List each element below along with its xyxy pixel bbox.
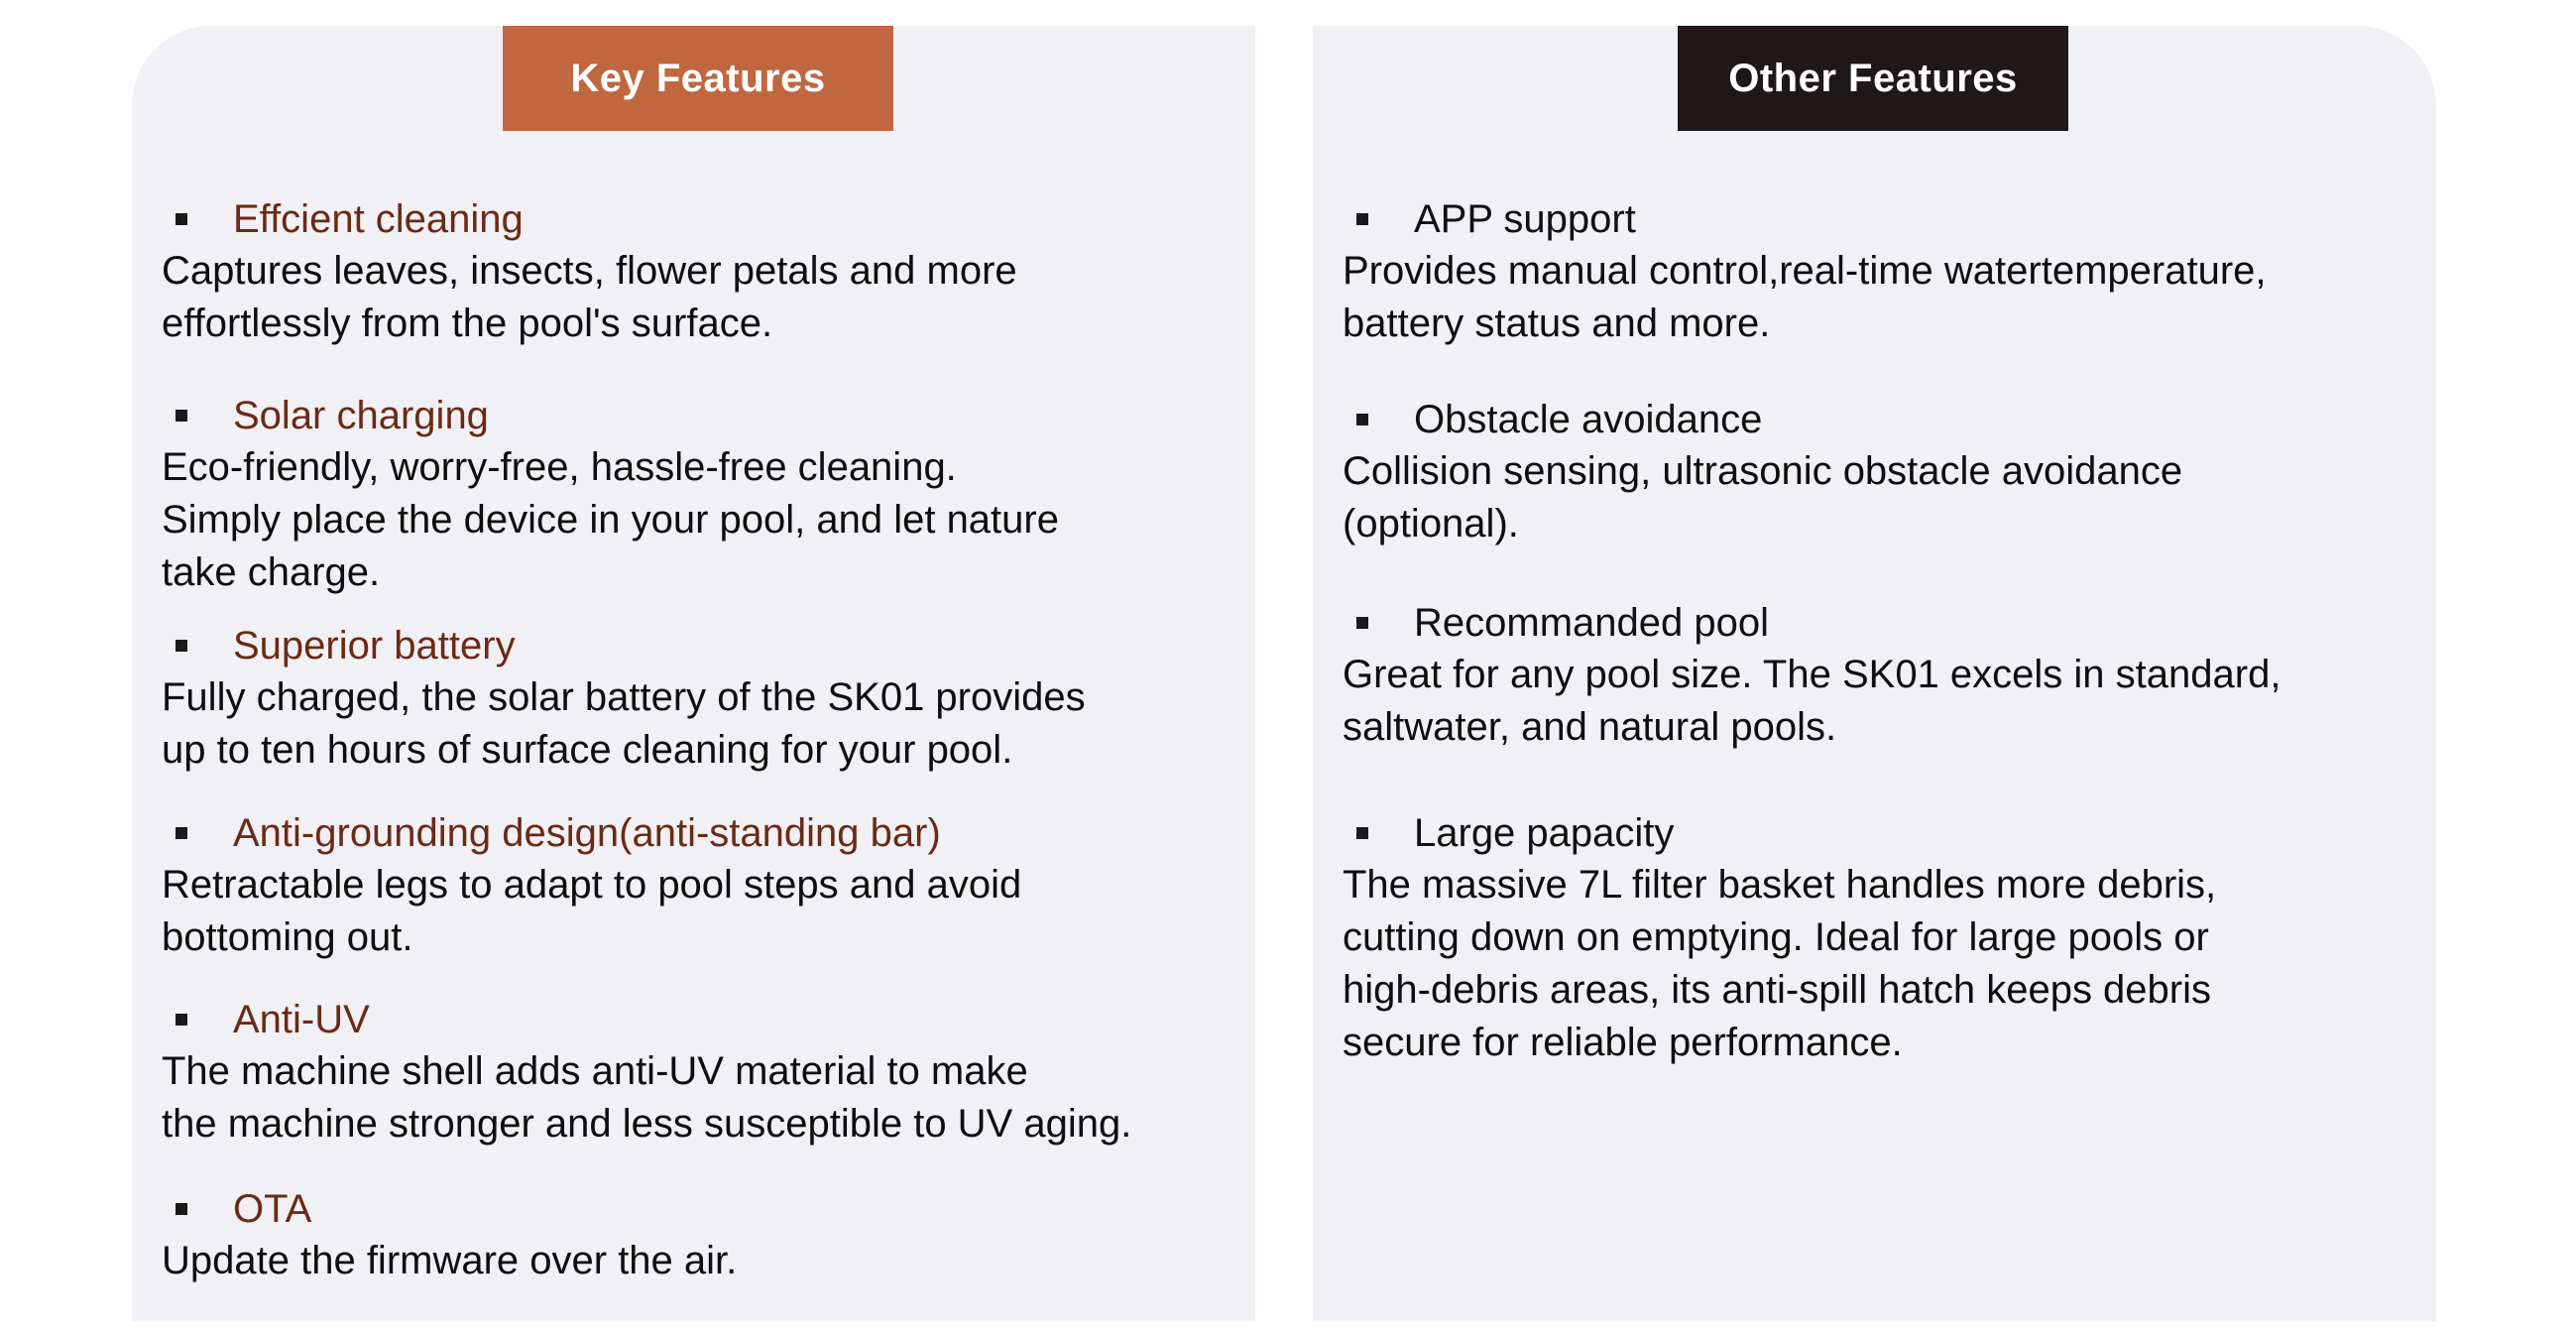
feature-title: Solar charging: [233, 394, 489, 437]
bullet-icon: [176, 827, 187, 839]
feature-title: Anti-UV: [233, 998, 370, 1041]
feature-title: APP support: [1414, 197, 1636, 241]
bullet-icon: [1356, 827, 1368, 839]
key-feature-item: [162, 1182, 1242, 1287]
bullet-icon: [176, 1014, 187, 1026]
feature-title: Obstacle avoidance: [1414, 398, 1763, 441]
other-feature-item: [1343, 192, 2423, 350]
feature-description: The massive 7L filter basket handles more debris, cutting down on emptying. Ideal for large pools or high-debris areas, its anti-spill hatch keeps debris secure for reliable performance.: [1343, 863, 2217, 1064]
bullet-icon: [176, 1203, 187, 1215]
key-feature-item: [162, 993, 1242, 1151]
bullet-icon: [176, 213, 187, 225]
feature-description: Fully charged, the solar battery of the SK01 provides up to ten hours of surface cleaning for your pool.: [162, 675, 1086, 772]
key-features-panel: [132, 26, 1255, 1321]
bullet-icon: [1356, 617, 1368, 629]
feature-title: OTA: [233, 1187, 312, 1231]
bullet-icon: [176, 640, 187, 652]
other-feature-item: [1343, 806, 2423, 1069]
feature-description: Great for any pool size. The SK01 excels in standard, saltwater, and natural pools.: [1343, 653, 2282, 749]
key-feature-item: [162, 806, 1242, 964]
feature-description: Captures leaves, insects, flower petals and more effortlessly from the pool's surface.: [162, 249, 1017, 345]
key-feature-item: [162, 619, 1242, 777]
feature-description: Update the firmware over the air.: [162, 1239, 738, 1282]
bullet-icon: [1356, 213, 1368, 225]
feature-title: Superior battery: [233, 624, 516, 667]
feature-title: Recommanded pool: [1414, 601, 1769, 645]
other-feature-item: [1343, 393, 2423, 550]
key-feature-item: [162, 389, 1242, 599]
feature-description: The machine shell adds anti-UV material to make the machine stronger and less susceptible to UV aging.: [162, 1049, 1132, 1146]
feature-description: Provides manual control,real-time watertemperature, battery status and more.: [1343, 249, 2267, 345]
feature-description: Collision sensing, ultrasonic obstacle avoidance (optional).: [1343, 449, 2183, 545]
other-feature-item: [1343, 596, 2423, 754]
feature-description: Retractable legs to adapt to pool steps and avoid bottoming out.: [162, 863, 1022, 959]
feature-description: Eco-friendly, worry-free, hassle-free cleaning. Simply place the device in your pool, and let nature take charge.: [162, 445, 1059, 594]
other-features-header: Other Features: [1678, 26, 2068, 131]
bullet-icon: [1356, 414, 1368, 425]
feature-title: Effcient cleaning: [233, 197, 524, 241]
bullet-icon: [176, 410, 187, 422]
key-feature-item: [162, 192, 1242, 350]
feature-title: Large papacity: [1414, 811, 1675, 855]
other-features-panel: [1313, 26, 2436, 1321]
key-features-header: Key Features: [503, 26, 893, 131]
feature-title: Anti-grounding design(anti-standing bar): [233, 811, 941, 855]
